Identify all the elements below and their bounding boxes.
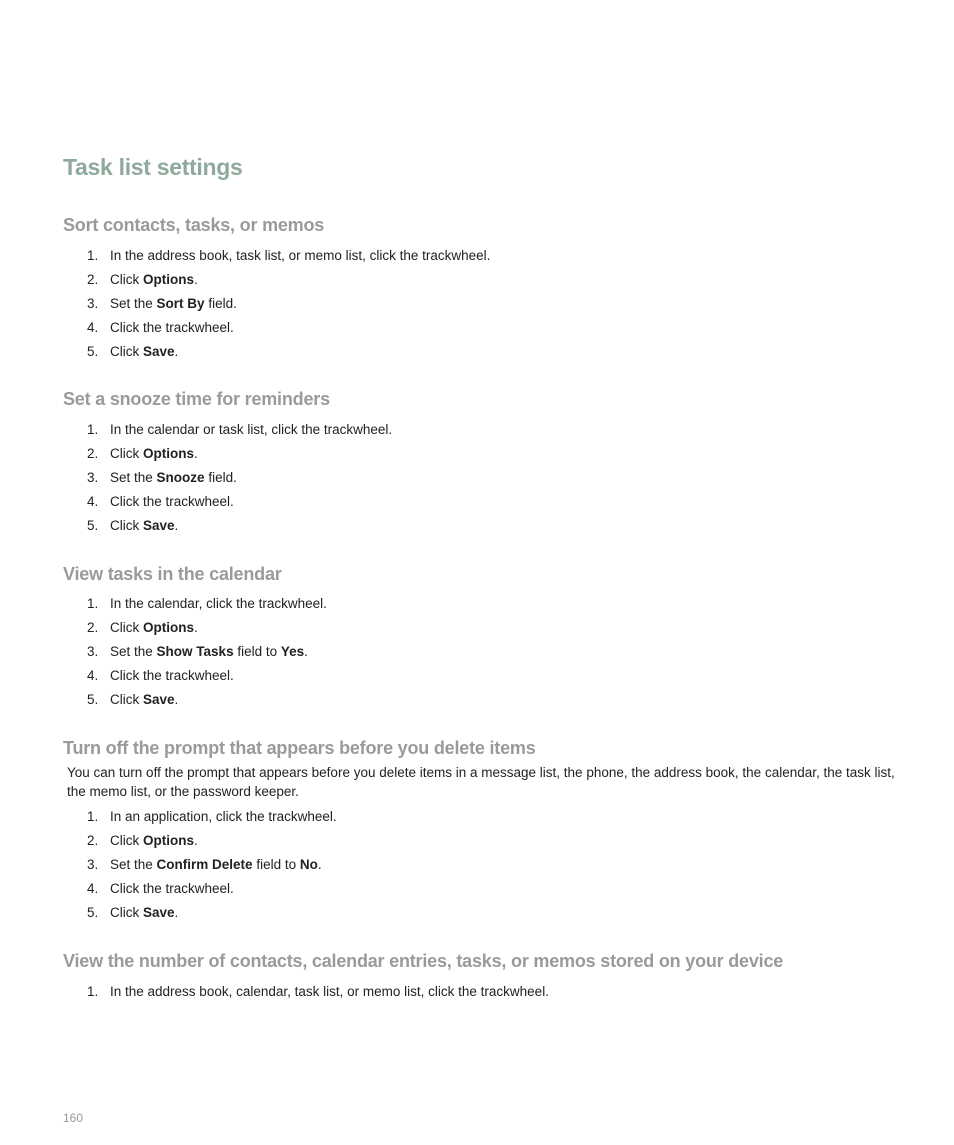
step-text: .: [194, 272, 198, 287]
step-number: 4.: [87, 668, 99, 683]
field-value: No: [299, 857, 318, 872]
step-number: 4.: [87, 881, 99, 896]
page-number: 160: [63, 1111, 84, 1125]
list-item: [63, 664, 903, 688]
list-item: [63, 244, 903, 268]
step-number: 1.: [87, 984, 99, 999]
steps-list: [63, 418, 903, 538]
step-text: Set the: [110, 857, 157, 872]
steps-list: [63, 980, 903, 1004]
step-text: Click: [110, 905, 143, 920]
list-item: [63, 901, 903, 925]
menu-item-name: Save: [143, 344, 175, 359]
menu-item-name: Save: [143, 692, 175, 707]
step-number: 5.: [87, 692, 99, 707]
step-text: field.: [204, 470, 237, 485]
list-item: [63, 340, 903, 364]
step-text: .: [194, 833, 198, 848]
step-text: Click the trackwheel.: [110, 668, 234, 683]
step-number: 3.: [87, 470, 99, 485]
list-item: [63, 268, 903, 292]
step-text: Click the trackwheel.: [110, 494, 234, 509]
step-text: .: [304, 644, 308, 659]
section-turn-off-delete-prompt: [63, 737, 903, 925]
step-number: 4.: [87, 494, 99, 509]
list-item: [63, 592, 903, 616]
step-number: 3.: [87, 644, 99, 659]
list-item: [63, 829, 903, 853]
step-number: 2.: [87, 620, 99, 635]
step-number: 1.: [87, 809, 99, 824]
step-text: Click: [110, 272, 143, 287]
step-number: 4.: [87, 320, 99, 335]
section-heading: Sort contacts, tasks, or memos: [63, 215, 325, 235]
step-number: 5.: [87, 344, 99, 359]
page-title: Task list settings: [63, 154, 243, 180]
step-text: In the calendar, click the trackwheel.: [110, 596, 327, 611]
step-text: In the address book, task list, or memo list, click the trackwheel.: [110, 248, 491, 263]
step-text: .: [194, 620, 198, 635]
step-text: Click: [110, 446, 143, 461]
step-number: 3.: [87, 857, 99, 872]
step-number: 2.: [87, 446, 99, 461]
step-number: 1.: [87, 596, 99, 611]
list-item: [63, 442, 903, 466]
list-item: [63, 316, 903, 340]
list-item: [63, 640, 903, 664]
field-name: Confirm Delete: [156, 857, 253, 872]
step-text: Click the trackwheel.: [110, 881, 234, 896]
list-item: [63, 805, 903, 829]
step-text: .: [317, 857, 322, 872]
step-text: Click: [110, 518, 143, 533]
step-text: Set the: [110, 296, 157, 311]
list-item: [63, 418, 903, 442]
step-number: 1.: [87, 422, 99, 437]
step-number: 5.: [87, 518, 99, 533]
step-text: .: [174, 344, 179, 359]
list-item: [63, 980, 903, 1004]
step-number: 2.: [87, 833, 99, 848]
step-text: Set the: [110, 470, 157, 485]
list-item: [63, 292, 903, 316]
step-text: .: [174, 518, 179, 533]
section-view-stored-count: [63, 950, 903, 1004]
menu-item-name: Options: [143, 833, 194, 848]
step-text: Click: [110, 692, 143, 707]
section-sort-contacts: [63, 214, 903, 364]
section-view-tasks-calendar: [63, 563, 903, 712]
menu-item-name: Options: [143, 446, 194, 461]
step-text: field to: [233, 644, 281, 659]
menu-item-name: Save: [143, 518, 175, 533]
step-text: In the calendar or task list, click the trackwheel.: [110, 422, 393, 437]
menu-item-name: Save: [143, 905, 175, 920]
section-heading: View the number of contacts, calendar entries, tasks, or memos stored on your device: [63, 951, 784, 971]
list-item: [63, 616, 903, 640]
step-text: Click the trackwheel.: [110, 320, 234, 335]
field-name: Snooze: [156, 470, 205, 485]
step-text: .: [174, 905, 179, 920]
menu-item-name: Options: [143, 272, 194, 287]
step-number: 1.: [87, 248, 99, 263]
section-intro: You can turn off the prompt that appears before you delete items in a message list, the phone, the address book, the calendar, the task list, the memo list, or the password keeper.: [67, 765, 895, 799]
steps-list: [63, 592, 903, 712]
step-text: Click: [110, 833, 143, 848]
step-text: Set the: [110, 644, 157, 659]
step-text: Click: [110, 344, 143, 359]
step-text: In an application, click the trackwheel.: [110, 809, 337, 824]
step-text: In the address book, calendar, task list, or memo list, click the trackwheel.: [110, 984, 549, 999]
list-item: [63, 688, 903, 712]
list-item: [63, 877, 903, 901]
section-heading: View tasks in the calendar: [63, 564, 282, 584]
step-text: Click: [110, 620, 143, 635]
section-heading: Set a snooze time for reminders: [63, 389, 330, 409]
step-text: field to: [252, 857, 300, 872]
step-text: .: [174, 692, 179, 707]
list-item: [63, 514, 903, 538]
list-item: [63, 466, 903, 490]
field-value: Yes: [280, 644, 305, 659]
step-number: 3.: [87, 296, 99, 311]
section-heading: Turn off the prompt that appears before you delete items: [63, 738, 536, 758]
field-name: Sort By: [156, 296, 205, 311]
field-name: Show Tasks: [156, 644, 234, 659]
list-item: [63, 490, 903, 514]
menu-item-name: Options: [143, 620, 194, 635]
step-number: 5.: [87, 905, 99, 920]
step-text: .: [194, 446, 198, 461]
step-number: 2.: [87, 272, 99, 287]
section-snooze-time: [63, 388, 903, 538]
list-item: [63, 853, 903, 877]
steps-list: [63, 244, 903, 364]
steps-list: [63, 805, 903, 925]
step-text: field.: [204, 296, 237, 311]
